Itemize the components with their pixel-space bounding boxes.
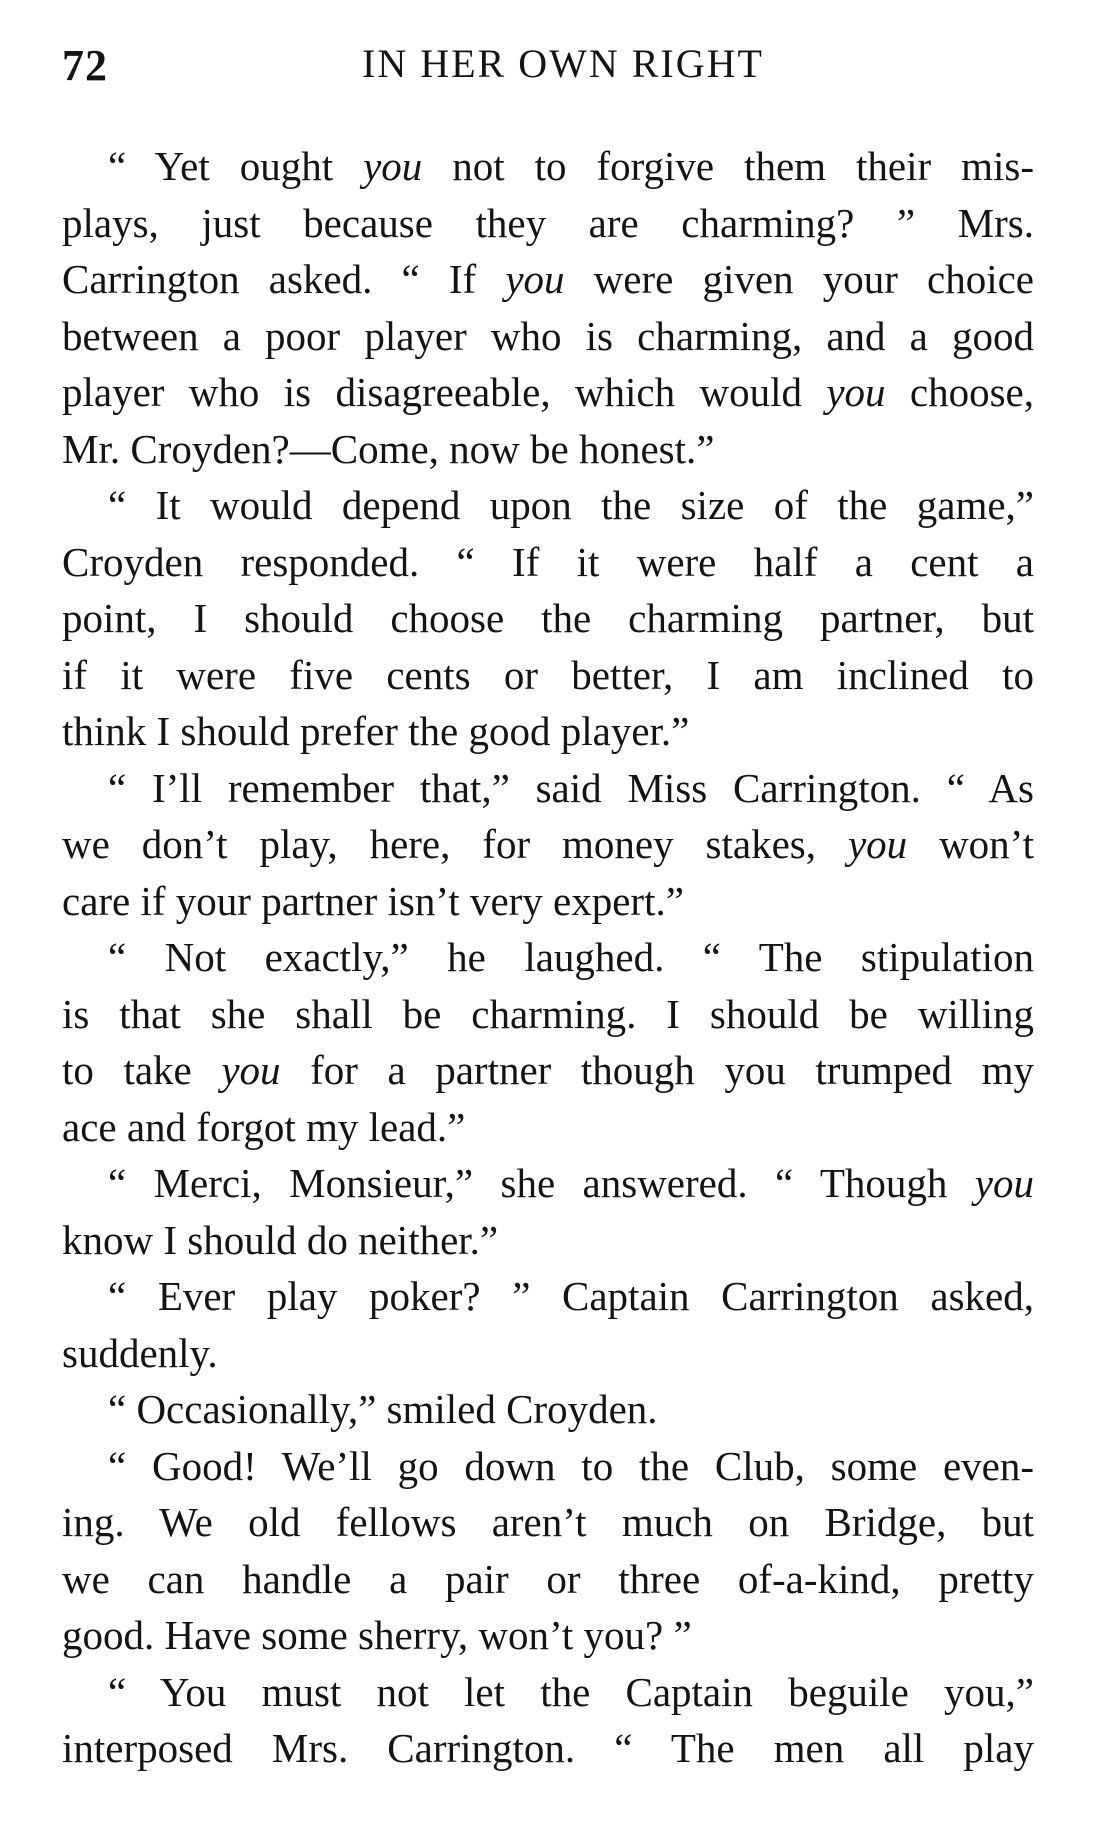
text-line: “ Good! We’ll go down to the Club, some even- [108,1442,1034,1489]
text-line: good. Have some sherry, won’t you? ” [62,1612,692,1658]
text-line: interposed Mrs. Carrington. “ The men all play [62,1725,1034,1771]
italic-text: you [363,143,423,189]
text-line: point, I should choose the charming partner, but [62,595,1034,641]
text-line: we can handle a pair or three of-a-kind, pretty [62,1555,1034,1602]
page-number: 72 [62,41,108,90]
italic-text: you [221,1047,281,1093]
text-line: Carrington asked. “ If you were given your choice [62,256,1034,302]
text-line: think I should prefer the good player.” [62,708,690,754]
text-line: “ Ever play poker? ” Captain Carrington asked, [108,1273,1034,1319]
text-line: “ Yet ought you not to forgive them their mis- [108,143,1034,189]
text-line: “ It would depend upon the size of the game,” [108,482,1034,528]
running-head: IN HER OWN RIGHT [362,41,764,86]
text-line: Mr. Croyden?—Come, now be honest.” [62,425,715,472]
text-line: if it were five cents or better, I am inclined to [62,651,1034,698]
text-line: ace and forgot my lead.” [62,1103,466,1150]
italic-text: you [826,369,886,415]
text-line: between a poor player who is charming, and a good [62,312,1034,359]
text-line: “ You must not let the Captain beguile you,” [108,1668,1034,1715]
text-line: to take you for a partner though you trumped my [62,1047,1034,1093]
text-line: Croyden responded. “ If it were half a cent a [62,538,1034,585]
text-line: “ Merci, Monsieur,” she answered. “ Though you [108,1160,1034,1206]
italic-text: you [505,256,565,302]
text-line: player who is disagreeable, which would you choose, [62,369,1034,415]
text-line: plays, just because they are charming? ” Mrs. [62,199,1034,246]
text-line: care if your partner isn’t very expert.” [62,877,684,924]
text-line: “ I’ll remember that,” said Miss Carrington. “ As [108,764,1034,811]
text-line: know I should do neither.” [62,1216,499,1263]
text-line: we don’t play, here, for money stakes, you won’t [62,821,1034,867]
text-line: “ Occasionally,” smiled Croyden. [108,1386,658,1432]
page-header [62,40,1034,100]
italic-text: you [974,1160,1034,1206]
body-text [62,138,1034,1777]
text-line: is that she shall be charming. I should be willing [62,990,1034,1037]
text-line: “ Not exactly,” he laughed. “ The stipulation [108,934,1034,980]
italic-text: you [847,821,908,867]
text-line: ing. We old fellows aren’t much on Bridge, but [62,1499,1034,1545]
text-line: suddenly. [62,1329,218,1376]
